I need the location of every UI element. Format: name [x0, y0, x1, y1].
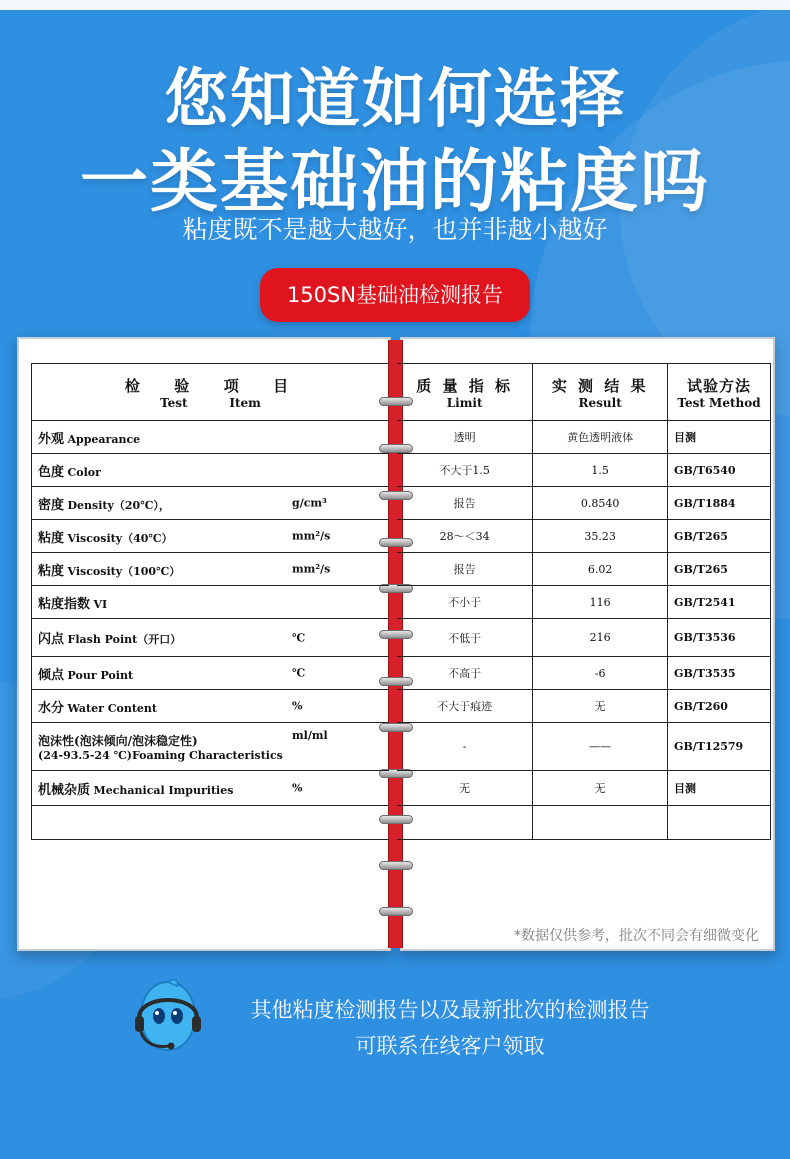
- test-item-unit: mm²/s: [292, 529, 331, 543]
- table-row-empty: [32, 806, 390, 840]
- header-method-en: Test Method: [677, 395, 761, 410]
- test-item-unit: mm²/s: [292, 562, 331, 576]
- table-header-row: [397, 364, 771, 421]
- table-row: [397, 421, 771, 454]
- table-row: [397, 771, 771, 806]
- table-row: [32, 723, 390, 771]
- table-row: [32, 771, 390, 806]
- limit-cell: 无: [397, 771, 533, 806]
- result-cell: 116: [533, 586, 668, 619]
- result-cell: 35.23: [533, 520, 668, 553]
- report-table-right: [397, 363, 771, 840]
- test-item-unit: g/cm³: [292, 496, 327, 510]
- headline-line-1: 您知道如何选择: [164, 63, 626, 137]
- test-item-label: [38, 593, 383, 612]
- result-cell: 黄色透明液体: [533, 421, 668, 454]
- method-cell: GB/T3536: [668, 619, 771, 657]
- test-item-en: Appearance: [67, 432, 141, 446]
- limit-cell: 透明: [397, 421, 533, 454]
- test-item-cn: 机械杂质: [38, 782, 91, 798]
- binder-ring: [379, 907, 413, 916]
- header-limit-cn: 质 量 指 标: [416, 376, 513, 395]
- test-item-label: [38, 494, 383, 513]
- test-item-unit: %: [292, 699, 303, 713]
- test-item-cn: 泡沫性(泡沫倾向/泡沫稳定性): [38, 733, 198, 748]
- headline-line-2: 一类基础油的粘度吗: [79, 143, 710, 222]
- table-row-empty: [397, 806, 771, 840]
- test-item-en: Mechanical Impurities: [93, 783, 234, 797]
- table-row: [32, 520, 390, 553]
- table-row: [397, 553, 771, 586]
- method-cell: GB/T3535: [668, 657, 771, 690]
- test-item-cn: 粘度指数: [38, 596, 91, 612]
- test-item-cn: 粘度: [38, 530, 65, 546]
- test-item-en: Water Content: [67, 701, 157, 715]
- test-item-cn: 倾点: [38, 667, 65, 683]
- table-row: [397, 690, 771, 723]
- header-result-en: Result: [578, 395, 622, 410]
- test-item-label: [38, 664, 383, 683]
- table-row: [32, 657, 390, 690]
- test-item-en: Density（20℃），: [67, 498, 170, 512]
- table-row: [32, 487, 390, 520]
- test-item-en: Pour Point: [67, 668, 134, 682]
- report-table-left: [31, 363, 389, 840]
- test-item-cn: 粘度: [38, 563, 65, 579]
- test-item-unit: %: [292, 781, 303, 795]
- empty-cell: [533, 806, 668, 840]
- test-item-cn: 水分: [38, 700, 65, 716]
- test-item-label: [38, 732, 383, 762]
- test-item-unit: ℃: [292, 666, 306, 680]
- test-item-cn: 密度: [38, 497, 65, 513]
- top-strip: [0, 0, 790, 10]
- table-header-row: [32, 364, 390, 421]
- test-item-en: Color: [67, 465, 101, 479]
- test-item-label: [38, 697, 383, 716]
- limit-cell: 不高于: [397, 657, 533, 690]
- table-row: [32, 586, 390, 619]
- method-cell: 目测: [668, 421, 771, 454]
- table-row: [397, 619, 771, 657]
- result-cell: 1.5: [533, 454, 668, 487]
- test-item-label: [38, 560, 383, 579]
- test-item-en: (24-93.5-24 ℃)Foaming Characteristics: [38, 748, 283, 762]
- table-row: [397, 657, 771, 690]
- limit-cell: 报告: [397, 487, 533, 520]
- method-cell: 目测: [668, 771, 771, 806]
- limit-cell: 不低于: [397, 619, 533, 657]
- limit-cell: 不大于1.5: [397, 454, 533, 487]
- test-item-label: [38, 779, 383, 798]
- header-limit-en: Limit: [446, 395, 483, 410]
- headline-subtitle: 粘度既不是越大越好，也并非越小越好: [182, 215, 608, 244]
- method-cell: GB/T6540: [668, 454, 771, 487]
- test-item-en: Flash Point（开口）: [67, 633, 182, 646]
- result-cell: 216: [533, 619, 668, 657]
- method-cell: GB/T260: [668, 690, 771, 723]
- method-cell: GB/T12579: [668, 723, 771, 771]
- limit-cell: 28～＜34: [397, 520, 533, 553]
- table-row: [32, 619, 390, 657]
- result-cell: 6.02: [533, 553, 668, 586]
- result-cell: 无: [533, 690, 668, 723]
- test-item-en: Viscosity（40℃）: [67, 531, 173, 545]
- table-row: [397, 520, 771, 553]
- footer-line-1: 其他粘度检测报告以及最新批次的检测报告: [250, 998, 650, 1022]
- test-item-cn: 外观: [38, 431, 65, 447]
- test-item-label: [38, 428, 383, 447]
- result-cell: -6: [533, 657, 668, 690]
- table-row: [32, 690, 390, 723]
- header-result-cn: 实 测 结 果: [551, 376, 649, 395]
- test-item-label: [38, 628, 383, 647]
- test-item-cn: 色度: [38, 464, 65, 480]
- method-cell: GB/T2541: [668, 586, 771, 619]
- test-item-en: Viscosity（100℃）: [67, 564, 181, 578]
- limit-cell: 不小于: [397, 586, 533, 619]
- empty-cell: [668, 806, 771, 840]
- empty-cell: [397, 806, 533, 840]
- method-cell: GB/T265: [668, 520, 771, 553]
- table-row: [397, 487, 771, 520]
- method-cell: GB/T265: [668, 553, 771, 586]
- table-row: [397, 723, 771, 771]
- result-cell: ——: [533, 723, 668, 771]
- header-item-en: Test Item: [160, 395, 261, 410]
- binder-ring: [379, 861, 413, 870]
- limit-cell: 报告: [397, 553, 533, 586]
- header-method-cn: 试验方法: [687, 376, 752, 395]
- table-row: [397, 454, 771, 487]
- empty-cell: [32, 806, 390, 840]
- test-item-en: VI: [93, 597, 108, 611]
- table-row: [32, 454, 390, 487]
- test-item-cn: 闪点: [38, 632, 65, 647]
- footer-line-2: 可联系在线客户领取: [355, 1034, 545, 1058]
- table-row: [397, 586, 771, 619]
- disclaimer-note: *数据仅供参考，批次不同会有细微变化: [514, 928, 759, 944]
- test-item-label: [38, 461, 383, 480]
- header-item-cn: 检 验 项 目: [124, 376, 297, 395]
- test-item-label: [38, 527, 383, 546]
- report-title-badge: 150SN基础油检测报告: [260, 268, 530, 322]
- method-cell: GB/T1884: [668, 487, 771, 520]
- table-row: [32, 553, 390, 586]
- table-row: [32, 421, 390, 454]
- result-cell: 无: [533, 771, 668, 806]
- limit-cell: -: [397, 723, 533, 771]
- test-item-unit: ml/ml: [292, 729, 328, 742]
- test-item-unit: ℃: [292, 631, 306, 644]
- result-cell: 0.8540: [533, 487, 668, 520]
- limit-cell: 不大于痕迹: [397, 690, 533, 723]
- customer-service-mascot-icon: [135, 978, 201, 1058]
